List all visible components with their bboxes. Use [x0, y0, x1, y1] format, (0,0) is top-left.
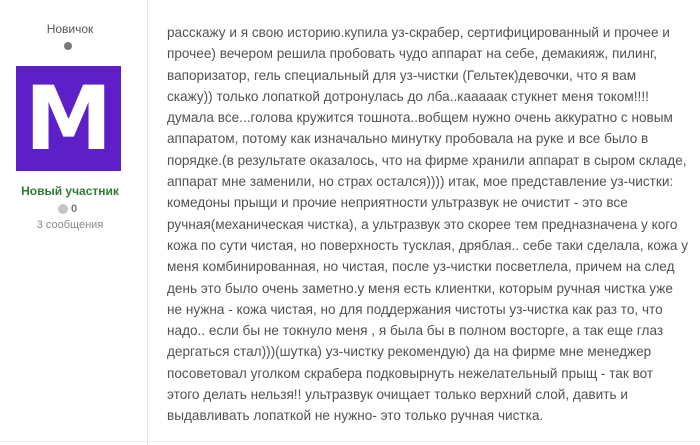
post-line: день это было очень заметно.у меня есть клиентки, которым ручная чистка уже	[167, 280, 673, 296]
post-line: вапоризатор, гель специальный для уз-чистки (Гельтек)девочки, что я вам	[167, 67, 637, 83]
post-line: ручная(механическая чистка), а ультразвук это скорее тем предназначена у кого	[167, 216, 678, 232]
post-line: надо.. если бы не токнуло меня , я была бы в полном восторге, а так еще глаз	[167, 323, 664, 339]
post-line: думала все...голова кружится тошнота..вобщем нужно очень аккуратно с новым	[167, 110, 673, 126]
post-bottom-border	[0, 441, 700, 442]
post-line: расскажу и я свою историю.купила уз-скрабер, сертифицированный и прочее и	[167, 25, 670, 40]
post-line: меня комбинированная, но чистая, после уз-чистки посветлела, причем на след	[167, 259, 675, 275]
avatar-letter: M	[24, 66, 113, 170]
post-line: посоветовал уголком скрабера подковырнуть нежелательный прыщ - так вот	[167, 365, 654, 381]
post-line: выдавливать лопаткой не нужно- это только ручная чистка.	[167, 408, 544, 424]
post-line: не нужна - кожа чистая, но для поддержания чистоты уз-чистка как раз то, что	[167, 301, 663, 317]
post-line: кожа по сути чистая, но поверхность тусклая, дряблая.. себе таки сделала, кожа у	[167, 237, 689, 253]
post-line: этого делать нельзя!! ультразвук очищает только верхний слой, давить и	[167, 387, 628, 403]
post-line: дергаться стал)))(шутка) уз-чистку рекомендую) да на фирме мне менеджер	[167, 344, 652, 360]
reputation-badge	[58, 203, 77, 215]
avatar[interactable]	[16, 66, 121, 171]
reputation-count: 0	[71, 203, 78, 215]
user-group: Новый участник	[21, 184, 119, 198]
post-count: 3 сообщения	[36, 219, 104, 231]
online-status-icon	[64, 42, 72, 50]
post-line: порядке.(в результате оказалось, что на фирме хранили аппарат в сыром складе,	[167, 152, 687, 168]
post-line: прочее) вечером решила пробовать чудо аппарат на себе, демакияж, пилинг,	[167, 46, 658, 62]
user-rank: Новичок	[46, 22, 94, 36]
post-line: скажу)) только лопаткой дотронулась до лба..кааааак стукнет меня током!!!!	[167, 88, 649, 104]
post-line: аппарат мне заменили, но страх остался)))) итак, мое представление уз-чистки:	[167, 174, 674, 190]
divider	[147, 0, 148, 445]
post-line: комедоны прыщи и прочие неприятности ультразвук не очистит - это все	[167, 195, 628, 211]
post-line: аппаратом, потому как изначально минутку пробовала на руке и все было в	[167, 131, 649, 147]
reputation-icon	[58, 204, 68, 214]
post-content	[167, 22, 689, 427]
